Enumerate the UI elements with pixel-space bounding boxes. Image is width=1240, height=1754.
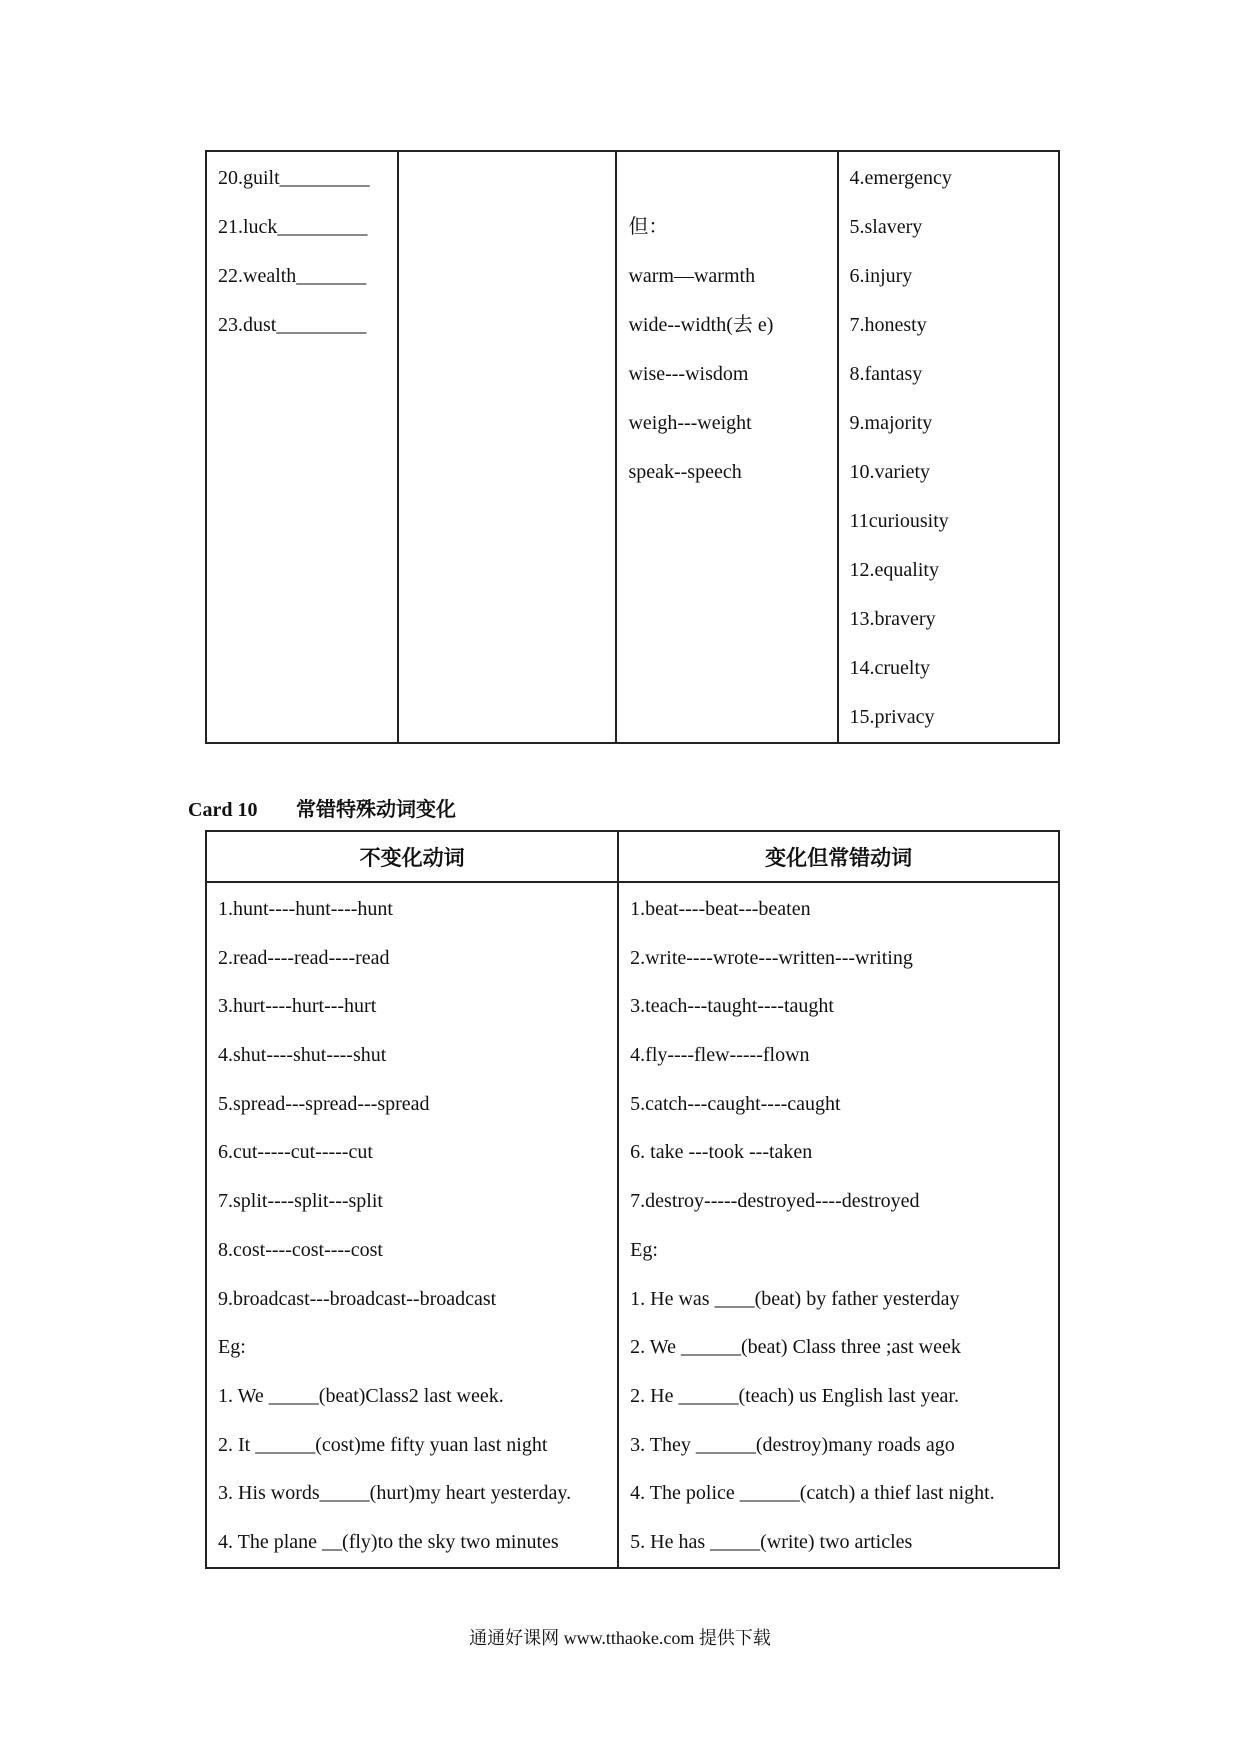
column-noun-list (838, 151, 1059, 743)
list-item: 5. He has _____(write) two articles (630, 1530, 913, 1553)
list-item: 13.bravery (849, 608, 936, 630)
list-item: 2.write----wrote---written---writing (630, 946, 913, 969)
list-item: 6.injury (849, 265, 913, 287)
list-item: 9.majority (849, 412, 933, 434)
list-item: 7.honesty (849, 314, 927, 336)
list-item: 23.dust_________ (218, 314, 367, 336)
list-item: 4. The plane __(fly)to the sky two minutes (218, 1530, 559, 1553)
card-number: Card 10 (188, 799, 258, 821)
list-item: 21.luck_________ (218, 216, 368, 238)
list-item: 3.teach---taught----taught (630, 995, 834, 1018)
list-item: 3. His words_____(hurt)my heart yesterday. (218, 1482, 572, 1505)
list-item: 4.shut----shut----shut (218, 1044, 387, 1067)
list-item: 12.equality (849, 559, 939, 581)
verb-table (205, 830, 1060, 1569)
page-footer: 通通好课网 www.tthaoke.com 提供下载 (469, 1628, 771, 1648)
column-noun-exercises (206, 151, 398, 743)
list-item: 5.spread---spread---spread (218, 1092, 430, 1115)
list-item: 15.privacy (849, 706, 935, 728)
list-item: 1.beat----beat---beaten (630, 898, 811, 920)
card-title: 常错特殊动词变化 (296, 799, 456, 821)
list-item: 5.slavery (849, 216, 923, 238)
card-heading (188, 793, 456, 822)
list-item: 14.cruelty (849, 657, 931, 679)
list-item: 20.guilt_________ (218, 167, 370, 189)
list-item: 8.fantasy (849, 363, 923, 385)
list-item: 1.hunt----hunt----hunt (218, 898, 393, 920)
list-item: 9.broadcast---broadcast--broadcast (218, 1287, 497, 1310)
list-item: 3.hurt----hurt---hurt (218, 995, 377, 1018)
list-item: 8.cost----cost----cost (218, 1238, 383, 1261)
column-unchanged-verbs (206, 882, 618, 1568)
list-item: 7.destroy-----destroyed----destroyed (630, 1190, 920, 1213)
list-item: 6.cut-----cut-----cut (218, 1141, 373, 1164)
list-item: 4.emergency (849, 167, 952, 189)
column-changed-verbs (618, 882, 1059, 1568)
list-item: 11curiousity (849, 510, 949, 532)
list-item: Eg: (630, 1238, 658, 1261)
list-item: 但： (628, 216, 669, 238)
list-item: 2.read----read----read (218, 946, 390, 969)
list-item: 4. The police ______(catch) a thief last night. (630, 1482, 995, 1505)
header-unchanged-verbs: 不变化动词 (206, 831, 618, 882)
list-item: 1. He was ____(beat) by father yesterday (630, 1287, 960, 1310)
list-item: wide--width(去 e) (628, 314, 774, 336)
list-item: 7.split----split---split (218, 1190, 383, 1213)
list-item: weigh---weight (628, 412, 752, 434)
list-item: Eg: (218, 1336, 246, 1359)
column-exceptions (616, 151, 837, 743)
list-item: 1. We _____(beat)Class2 last week. (218, 1384, 504, 1407)
list-item: warm—warmth (628, 265, 756, 287)
list-item: 2. It ______(cost)me fifty yuan last night (218, 1433, 548, 1456)
vocab-table (205, 150, 1060, 744)
list-item: 2. He ______(teach) us English last year. (630, 1384, 959, 1407)
list-item: 6. take ---took ---taken (630, 1141, 813, 1164)
header-changed-verbs: 变化但常错动词 (618, 831, 1059, 882)
list-item: 5.catch---caught----caught (630, 1092, 841, 1115)
list-item: 4.fly----flew-----flown (630, 1044, 810, 1067)
list-item: wise---wisdom (628, 363, 749, 385)
list-item: 10.variety (849, 461, 931, 483)
list-item: 3. They ______(destroy)many roads ago (630, 1433, 955, 1456)
list-item: speak--speech (628, 461, 742, 483)
list-item: 22.wealth_______ (218, 265, 367, 287)
list-item: 2. We ______(beat) Class three ;ast week (630, 1336, 961, 1359)
column-empty (398, 151, 617, 743)
